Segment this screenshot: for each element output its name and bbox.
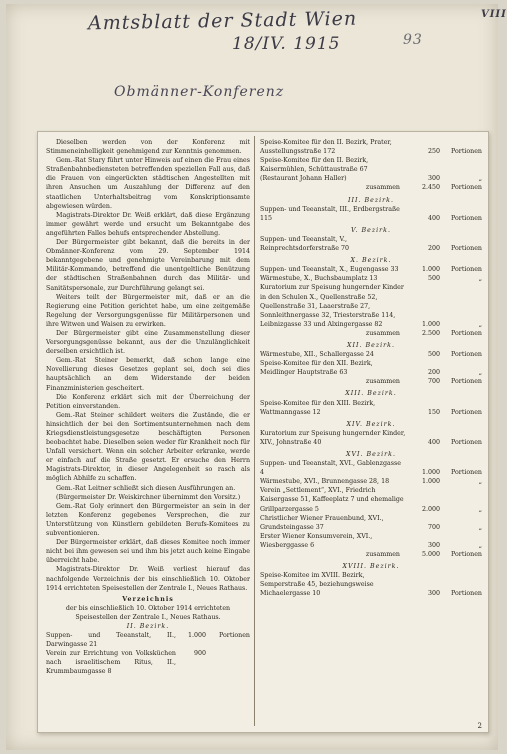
entry-unit: Portionen — [451, 469, 482, 477]
entry-portions: 1.000 — [187, 632, 206, 640]
paragraph: Die Konferenz erklärt sich mit der Überreichung der Petition einverstanden. — [46, 393, 250, 410]
total-unit: Portionen — [451, 184, 482, 192]
list-item — [260, 283, 482, 328]
entry-text: Wärmestube, XVI., Brunnengasse 28, 18 — [260, 478, 390, 486]
list-item — [260, 274, 482, 283]
entry-portions: 700 — [427, 523, 440, 531]
district-total — [260, 183, 482, 192]
archive-sheet — [6, 4, 507, 750]
entry-text: Wärmestube, XII., Schallergasse 24 — [260, 351, 374, 359]
list-item — [260, 514, 482, 532]
district-total — [260, 329, 482, 338]
entry-portions: 200 — [427, 245, 440, 253]
paragraph: Gem.-Rat Steiner schildert weiters die Zustände, die er hinsichtlich der bei den Sortimentsunternehmen nach dem Kriegsdienstleistungsgesetze beschäftigten Personen beobachtet habe. Dieselben seien weder für Krankheit noch für Unfall versichert. Wenn ein solcher Arbeiter erkranke, werde er einfach auf die Straße gesetzt. Er ersuche den Herrn Magistrats-Direktor, in dieser Angelegenheit so rasch als möglich Abhilfe zu schaffen. — [46, 411, 250, 483]
entry-text: Suppen- und Teeanstalt, II., Darwingasse 21 — [46, 632, 176, 649]
entry-text: Suppen- und Teeanstalt, III., Erdbergstraße 115 — [260, 205, 400, 222]
list-item — [46, 631, 250, 649]
district-heading: X. Bezirk. — [350, 257, 392, 265]
total-portions: 700 — [427, 378, 440, 386]
list-item — [260, 571, 482, 598]
list-item — [260, 265, 482, 274]
entry-unit: Portionen — [451, 266, 482, 274]
list-item — [260, 486, 482, 513]
paragraph: Weiters teilt der Bürgermeister mit, daß er an die Regierung eine Petition gerichtet habe, um eine zeitgemäße Regelung der Versorgungsgenüsse für Militärpersonen und ihre Witwen und Waisen zu erwirken. — [46, 293, 250, 328]
district-total — [260, 377, 482, 386]
right-column — [260, 138, 482, 599]
handwritten-mark: 93 — [403, 32, 423, 48]
entry-unit: Portionen — [451, 351, 482, 359]
entry-text: Christlicher Wiener Frauenbund, XVI., Grundsteingasse 37 — [260, 514, 384, 531]
entry-text: Speise-Komitee für den II. Bezirk, Kaisermühlen, Schüttaustraße 67 (Restaurant Johann Haller) — [260, 157, 369, 183]
entry-unit: „ — [478, 275, 482, 283]
list-item — [260, 156, 482, 183]
entry-portions: 500 — [427, 351, 440, 359]
entry-portions: 250 — [427, 148, 440, 156]
total-unit: Portionen — [451, 378, 482, 386]
district-heading: III. Bezirk. — [348, 196, 394, 204]
entry-text: Speise-Komitee für den II. Bezirk, Prater, Ausstellungsstraße 172 — [260, 139, 392, 156]
total-label: zusammen — [365, 184, 400, 192]
total-portions: 5.000 — [421, 551, 440, 559]
list-heading-text: der bis einschließlich 10. Oktober 1914 errichteten Speisestellen der Zentrale I., Neues Rathaus. — [65, 604, 231, 621]
entry-text: Speise-Komitee für den XII. Bezirk, Meidlinger Hauptstraße 63 — [260, 360, 373, 377]
entry-unit — [206, 649, 250, 676]
entry-portions: 150 — [427, 408, 440, 416]
list-item — [260, 429, 482, 447]
paragraph: Gem.-Rat Stary führt unter Hinweis auf einen die Frau eines Straßenbahnbediensteten betreffenden speziellen Fall aus, daß die Frauen von eingerückten städtischen Angestellten mit ihren Ansuchen um Auszahlung der Differenz auf den staatlichen Unterhaltsbeitrag vom Konskriptionsamte abgewiesen würden. — [46, 157, 250, 210]
district-heading: XII. Bezirk. — [347, 341, 395, 349]
entry-portions: 300 — [427, 590, 440, 598]
entry-unit: Portionen — [451, 408, 482, 416]
entry-text: Suppen- und Teeanstalt, X., Eugengasse 33 — [260, 266, 399, 274]
list-heading: Verzeichnis — [122, 595, 174, 603]
entry-unit: „ — [478, 541, 482, 549]
district-heading: XVIII. Bezirk. — [342, 563, 400, 571]
entry-portions: 400 — [427, 438, 440, 446]
total-label: zusammen — [365, 329, 400, 337]
entry-text: Speise-Komitee im XVIII. Bezirk, Semperstraße 45, beziehungsweise Michaelergasse 10 — [260, 572, 374, 598]
entry-portions: 1.000 — [421, 469, 440, 477]
list-item — [260, 235, 482, 253]
entry-text: Verein zur Errichtung von Volksküchen nach israelitischem Ritus, II., Krummbaumgasse 8 — [46, 650, 176, 676]
list-item — [260, 205, 482, 223]
total-unit: Portionen — [451, 551, 482, 559]
total-unit: Portionen — [451, 329, 482, 337]
entry-text: Verein „Settlement“, XVI., Friedrich Kaisergasse 51, Kaffeeplatz 7 und ehemalige Grillparzergasse 5 — [260, 487, 404, 513]
entry-unit: Portionen — [451, 590, 482, 598]
page-number: 2 — [477, 722, 482, 730]
list-item — [260, 477, 482, 486]
entry-portions: 300 — [427, 541, 440, 549]
column-divider — [254, 136, 255, 726]
entry-unit: „ — [478, 369, 482, 377]
entry-unit: Portionen — [451, 245, 482, 253]
entry-unit: „ — [478, 478, 482, 486]
total-label: zusammen — [365, 551, 400, 559]
entry-text: Kuratorium zur Speisung hungernder Kinder in den Schulen X., Quellenstraße 52, Quellenstraße 31, Laaerstraße 27, Sonnleithnergasse 32, Triesterstraße 114, Leibnizgasse 33 und Alxingergasse 82 — [260, 284, 404, 328]
district-heading: V. Bezirk. — [351, 226, 391, 234]
district-heading: XIV. Bezirk. — [346, 420, 396, 428]
list-item — [260, 138, 482, 156]
entry-portions: 400 — [427, 214, 440, 222]
list-item — [260, 459, 482, 477]
paragraph: Der Bürgermeister gibt bekannt, daß die bereits in der Obmänner-Konferenz vom 29. September 1914 bekanntgegebene und genehmigte Vereinbarung mit dem Militär-Kommando, betreffend die unentgeltliche Benützung der städtischen Straßenbahnen durch das Militär- und Sanitätspersonale, zur Durchführung gelangt sei. — [46, 239, 250, 292]
entry-text: Speise-Komitee für den XIII. Bezirk, Wattmanngasse 12 — [260, 399, 376, 416]
list-item — [260, 532, 482, 550]
entry-text: Wärmestube, X., Buchsbaumplatz 13 — [260, 275, 378, 283]
entry-portions: 1.000 — [421, 478, 440, 486]
entry-portions: 900 — [193, 650, 206, 658]
total-label: zusammen — [365, 378, 400, 386]
handwritten-topic: Obmänner-Konferenz — [114, 84, 285, 100]
entry-portions: 500 — [427, 275, 440, 283]
district-heading: XVI. Bezirk. — [345, 451, 397, 458]
list-item — [260, 399, 482, 417]
entry-unit: Portionen — [451, 148, 482, 156]
district-total — [260, 550, 482, 559]
paragraph: Gem.-Rat Goly erinnert den Bürgermeister an sein in der letzten Konferenz gegebenes Versprechen, die zur Unterstützung von Künstlern gebildeten Berufs-Komitees zu subventionieren. — [46, 502, 250, 538]
entry-text: Suppen- und Teeanstalt, XVI., Gablenzgasse 4 — [260, 460, 401, 477]
entry-unit: Portionen — [451, 214, 482, 222]
total-portions: 2.450 — [421, 184, 440, 192]
entry-text: Suppen- und Teeanstalt, V., Reinprechtsdorferstraße 70 — [260, 235, 350, 253]
entry-portions: 300 — [427, 175, 440, 183]
list-item — [260, 359, 482, 377]
list-item — [46, 649, 250, 676]
district-heading: II. Bezirk. — [126, 622, 170, 630]
paragraph: Gem.-Rat Leitner schließt sich diesen Ausführungen an. — [56, 484, 236, 492]
district-heading: XIII. Bezirk. — [345, 390, 397, 398]
paragraph: Dieselben werden von der Konferenz mit Stimmeneinhelligkeit genehmigend zur Kenntnis genommen. — [46, 139, 250, 156]
entry-text: Kuratorium zur Speisung hungernder Kinder, XIV., Johnstraße 40 — [260, 429, 406, 446]
entry-portions: 2.000 — [421, 505, 440, 513]
entry-portions: 200 — [427, 369, 440, 377]
paragraph: (Bürgermeister Dr. Weiskirchner übernimmt den Vorsitz.) — [56, 493, 241, 501]
paragraph: Magistrats-Direktor Dr. Weiß erklärt, daß diese Ergänzung immer gewährt werde und ersucht um Bekanntgabe des angeführten Falles behufs entsprechender Abstellung. — [46, 211, 250, 237]
list-item — [260, 350, 482, 359]
newspaper-clipping — [37, 131, 489, 733]
left-column — [46, 138, 250, 677]
entry-portions: 1.000 — [421, 266, 440, 274]
handwritten-title: Amtsblatt der Stadt Wien — [87, 7, 358, 35]
paragraph: Der Bürgermeister gibt eine Zusammenstellung dieser Versorgungsgenüsse bekannt, aus der die Unzulänglichkeit derselben ersichtlich ist. — [46, 329, 250, 356]
entry-text: Erster Wiener Konsumverein, XVI., Wiesberggasse 6 — [260, 532, 373, 549]
paragraph: Gem.-Rat Steiner bemerkt, daß schon lange eine Novellierung dieses Gesetzes geplant sei, doch sei dies hauptsächlich an dem Widerstande der beiden Finanzministerien gescheitert. — [46, 357, 250, 392]
paragraph: Der Bürgermeister erklärt, daß dieses Komitee noch immer nicht bei ihm gewesen sei und ihm bis jetzt auch keine Eingabe überreicht habe. — [46, 539, 250, 565]
entry-unit: „ — [478, 175, 482, 183]
handwritten-date: 18/IV. 1915 — [232, 34, 341, 54]
entry-unit: Portionen — [219, 632, 250, 640]
paragraph: Magistrats-Direktor Dr. Weiß verliest hierauf das nachfolgende Verzeichnis der bis einschließlich 10. Oktober 1914 errichteten Speisestellen der Zentrale I., Neues Rathaus. — [46, 566, 250, 592]
entry-unit: „ — [478, 523, 482, 531]
entry-unit: „ — [478, 505, 482, 513]
page-roman-number: VIII — [481, 9, 507, 20]
total-portions: 2.500 — [421, 329, 440, 337]
entry-portions: 1.000 — [421, 320, 440, 328]
entry-unit: „ — [478, 320, 482, 328]
entry-unit: Portionen — [451, 438, 482, 446]
